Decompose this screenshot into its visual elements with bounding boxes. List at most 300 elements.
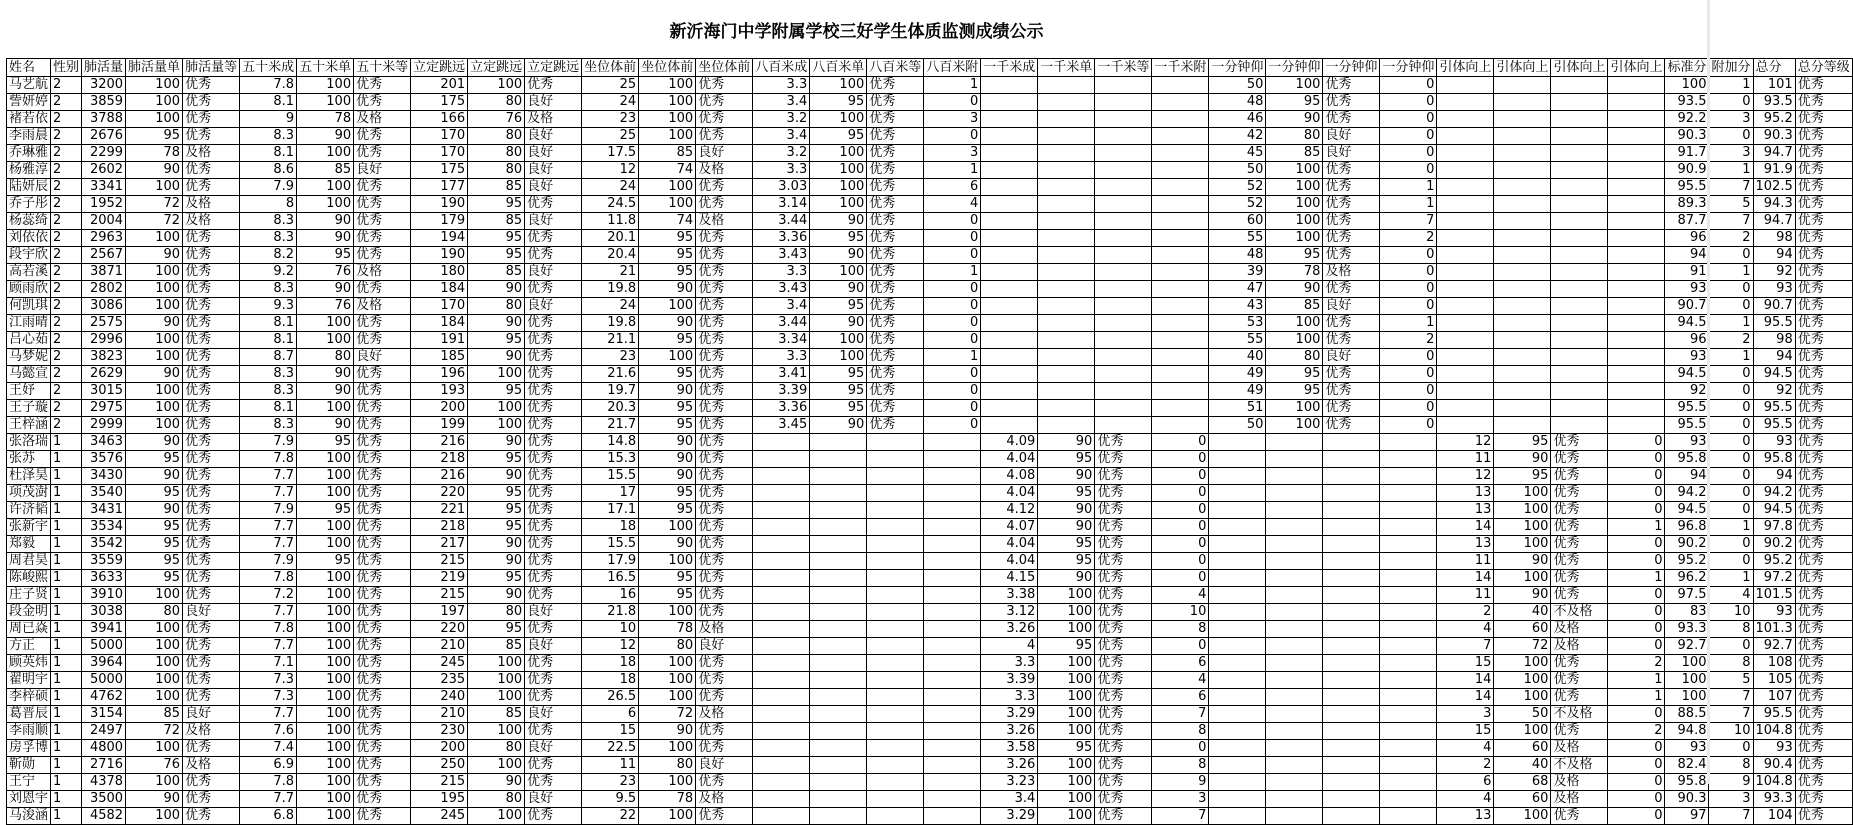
table-cell[interactable]: 7 xyxy=(1437,638,1494,655)
table-cell[interactable]: 8 xyxy=(240,196,297,213)
table-cell[interactable] xyxy=(1095,128,1152,145)
table-cell[interactable] xyxy=(1608,264,1665,281)
table-cell[interactable]: 优秀 xyxy=(1323,281,1380,298)
table-cell[interactable]: 优秀 xyxy=(354,366,411,383)
table-cell[interactable]: 52 xyxy=(1209,196,1266,213)
table-cell[interactable]: 1 xyxy=(51,587,82,604)
table-cell[interactable]: 94 xyxy=(1753,247,1795,264)
table-cell[interactable]: 优秀 xyxy=(525,536,582,553)
table-cell[interactable]: 良好 xyxy=(696,145,753,162)
table-cell[interactable]: 优秀 xyxy=(354,315,411,332)
table-cell[interactable]: 优秀 xyxy=(183,553,240,570)
table-cell[interactable] xyxy=(1038,366,1095,383)
table-cell[interactable] xyxy=(981,196,1038,213)
table-cell[interactable]: 褚若依 xyxy=(7,111,51,128)
table-cell[interactable] xyxy=(924,638,981,655)
table-cell[interactable]: 优秀 xyxy=(1795,247,1852,264)
table-cell[interactable]: 优秀 xyxy=(696,723,753,740)
table-cell[interactable]: 3154 xyxy=(82,706,126,723)
table-cell[interactable]: 95 xyxy=(639,570,696,587)
table-cell[interactable] xyxy=(867,791,924,808)
table-cell[interactable]: 0 xyxy=(1709,536,1753,553)
table-cell[interactable] xyxy=(1266,706,1323,723)
table-cell[interactable]: 0 xyxy=(1608,536,1665,553)
table-cell[interactable] xyxy=(981,366,1038,383)
table-cell[interactable]: 95 xyxy=(639,400,696,417)
table-cell[interactable]: 2 xyxy=(51,315,82,332)
table-cell[interactable]: 0 xyxy=(1152,638,1209,655)
table-cell[interactable]: 1 xyxy=(51,723,82,740)
table-cell[interactable]: 6 xyxy=(1152,689,1209,706)
table-cell[interactable]: 100 xyxy=(639,689,696,706)
table-cell[interactable]: 100 xyxy=(297,94,354,111)
table-cell[interactable]: 95 xyxy=(126,553,183,570)
table-cell[interactable] xyxy=(1608,417,1665,434)
table-cell[interactable]: 101.3 xyxy=(1753,621,1795,638)
table-cell[interactable]: 优秀 xyxy=(1795,757,1852,774)
table-cell[interactable] xyxy=(1266,808,1323,825)
table-cell[interactable]: 15.3 xyxy=(582,451,639,468)
table-cell[interactable]: 优秀 xyxy=(183,655,240,672)
table-cell[interactable]: 216 xyxy=(411,434,468,451)
table-cell[interactable]: 优秀 xyxy=(1551,468,1608,485)
table-cell[interactable]: 7 xyxy=(1709,179,1753,196)
table-cell[interactable]: 76 xyxy=(297,298,354,315)
table-cell[interactable] xyxy=(753,502,810,519)
table-cell[interactable]: 92 xyxy=(1753,383,1795,400)
table-cell[interactable]: 195 xyxy=(411,791,468,808)
table-cell[interactable]: 60 xyxy=(1494,621,1551,638)
table-cell[interactable]: 郑毅 xyxy=(7,536,51,553)
table-cell[interactable]: 95.8 xyxy=(1665,774,1709,791)
table-cell[interactable]: 及格 xyxy=(354,264,411,281)
table-cell[interactable] xyxy=(1095,264,1152,281)
table-cell[interactable] xyxy=(1323,621,1380,638)
table-cell[interactable] xyxy=(1209,638,1266,655)
table-cell[interactable] xyxy=(867,740,924,757)
table-cell[interactable]: 90 xyxy=(297,128,354,145)
table-cell[interactable] xyxy=(1266,672,1323,689)
table-cell[interactable]: 3.3 xyxy=(753,349,810,366)
table-cell[interactable]: 85 xyxy=(297,162,354,179)
table-cell[interactable]: 优秀 xyxy=(525,808,582,825)
table-cell[interactable]: 17.9 xyxy=(582,553,639,570)
table-cell[interactable]: 优秀 xyxy=(183,247,240,264)
table-cell[interactable]: 12 xyxy=(1437,468,1494,485)
table-cell[interactable]: 100 xyxy=(126,298,183,315)
table-cell[interactable]: 90 xyxy=(297,366,354,383)
table-cell[interactable] xyxy=(1437,196,1494,213)
table-cell[interactable]: 221 xyxy=(411,502,468,519)
table-cell[interactable]: 95 xyxy=(126,451,183,468)
table-cell[interactable]: 4582 xyxy=(82,808,126,825)
table-cell[interactable]: 17.5 xyxy=(582,145,639,162)
table-cell[interactable]: 42 xyxy=(1209,128,1266,145)
table-cell[interactable] xyxy=(1209,621,1266,638)
table-cell[interactable]: 3.29 xyxy=(981,706,1038,723)
table-cell[interactable]: 90 xyxy=(297,230,354,247)
table-cell[interactable]: 85 xyxy=(468,706,525,723)
table-cell[interactable]: 100 xyxy=(126,230,183,247)
table-cell[interactable]: 0 xyxy=(924,332,981,349)
table-cell[interactable] xyxy=(924,570,981,587)
table-cell[interactable]: 1 xyxy=(1608,519,1665,536)
table-cell[interactable]: 2 xyxy=(51,247,82,264)
table-cell[interactable] xyxy=(1266,638,1323,655)
table-cell[interactable]: 2629 xyxy=(82,366,126,383)
table-cell[interactable]: 95 xyxy=(810,298,867,315)
table-cell[interactable] xyxy=(810,808,867,825)
table-cell[interactable]: 90 xyxy=(126,366,183,383)
table-cell[interactable] xyxy=(1380,434,1437,451)
table-cell[interactable]: 0 xyxy=(1380,162,1437,179)
table-cell[interactable]: 4.15 xyxy=(981,570,1038,587)
table-cell[interactable]: 优秀 xyxy=(1323,213,1380,230)
table-cell[interactable]: 100 xyxy=(810,162,867,179)
table-cell[interactable] xyxy=(810,502,867,519)
table-cell[interactable] xyxy=(1038,349,1095,366)
table-cell[interactable] xyxy=(1266,740,1323,757)
table-cell[interactable]: 优秀 xyxy=(354,196,411,213)
table-cell[interactable] xyxy=(810,672,867,689)
table-cell[interactable]: 1 xyxy=(1709,315,1753,332)
table-cell[interactable]: 10 xyxy=(1709,604,1753,621)
table-cell[interactable]: 优秀 xyxy=(1795,298,1852,315)
table-cell[interactable]: 9.5 xyxy=(582,791,639,808)
table-cell[interactable] xyxy=(1323,553,1380,570)
table-cell[interactable] xyxy=(867,468,924,485)
table-cell[interactable]: 优秀 xyxy=(1095,757,1152,774)
table-cell[interactable]: 优秀 xyxy=(1795,672,1852,689)
table-cell[interactable]: 3.34 xyxy=(753,332,810,349)
table-cell[interactable]: 0 xyxy=(1152,740,1209,757)
table-cell[interactable]: 1 xyxy=(51,451,82,468)
table-cell[interactable]: 1 xyxy=(51,434,82,451)
table-cell[interactable]: 2802 xyxy=(82,281,126,298)
table-cell[interactable]: 4762 xyxy=(82,689,126,706)
table-cell[interactable]: 93 xyxy=(1665,434,1709,451)
table-cell[interactable]: 3534 xyxy=(82,519,126,536)
table-cell[interactable]: 19.8 xyxy=(582,315,639,332)
table-cell[interactable]: 3200 xyxy=(82,77,126,94)
table-cell[interactable]: 0 xyxy=(1152,434,1209,451)
table-cell[interactable]: 199 xyxy=(411,417,468,434)
column-header[interactable]: 一千米单 xyxy=(1038,59,1095,77)
table-cell[interactable]: 90.2 xyxy=(1665,536,1709,553)
table-cell[interactable]: 3.39 xyxy=(753,383,810,400)
table-cell[interactable]: 100 xyxy=(297,145,354,162)
table-cell[interactable]: 优秀 xyxy=(354,230,411,247)
table-cell[interactable]: 20.1 xyxy=(582,230,639,247)
table-cell[interactable] xyxy=(981,94,1038,111)
table-cell[interactable]: 8.3 xyxy=(240,417,297,434)
table-cell[interactable] xyxy=(1380,808,1437,825)
table-cell[interactable] xyxy=(1380,723,1437,740)
table-cell[interactable] xyxy=(981,213,1038,230)
table-cell[interactable]: 良好 xyxy=(696,757,753,774)
table-cell[interactable]: 3823 xyxy=(82,349,126,366)
table-cell[interactable]: 4 xyxy=(1709,587,1753,604)
table-cell[interactable]: 0 xyxy=(1709,128,1753,145)
table-cell[interactable] xyxy=(1152,196,1209,213)
table-cell[interactable]: 0 xyxy=(1709,485,1753,502)
table-cell[interactable]: 20.4 xyxy=(582,247,639,264)
table-cell[interactable] xyxy=(1266,723,1323,740)
column-header[interactable]: 五十米等 xyxy=(354,59,411,77)
table-cell[interactable]: 90.3 xyxy=(1665,128,1709,145)
table-cell[interactable]: 15.5 xyxy=(582,536,639,553)
table-cell[interactable]: 80 xyxy=(468,298,525,315)
table-cell[interactable]: 90 xyxy=(468,349,525,366)
table-cell[interactable]: 100 xyxy=(1038,587,1095,604)
table-cell[interactable] xyxy=(1152,179,1209,196)
table-cell[interactable]: 优秀 xyxy=(525,434,582,451)
table-cell[interactable]: 100 xyxy=(1665,672,1709,689)
table-cell[interactable]: 优秀 xyxy=(1095,638,1152,655)
table-cell[interactable]: 优秀 xyxy=(354,128,411,145)
table-cell[interactable]: 优秀 xyxy=(696,689,753,706)
table-cell[interactable]: 0 xyxy=(1380,400,1437,417)
table-cell[interactable]: 80 xyxy=(639,638,696,655)
table-cell[interactable]: 24 xyxy=(582,94,639,111)
table-cell[interactable] xyxy=(924,791,981,808)
table-cell[interactable] xyxy=(1038,298,1095,315)
table-cell[interactable] xyxy=(1209,570,1266,587)
column-header[interactable]: 附加分 xyxy=(1709,59,1753,77)
table-cell[interactable] xyxy=(1152,383,1209,400)
table-cell[interactable]: 项茂澍 xyxy=(7,485,51,502)
table-cell[interactable]: 2 xyxy=(51,145,82,162)
table-cell[interactable]: 90 xyxy=(639,723,696,740)
table-cell[interactable]: 优秀 xyxy=(1323,162,1380,179)
table-cell[interactable]: 7 xyxy=(1709,689,1753,706)
table-cell[interactable] xyxy=(924,502,981,519)
table-cell[interactable]: 0 xyxy=(1380,264,1437,281)
table-cell[interactable]: 2 xyxy=(51,77,82,94)
table-cell[interactable]: 95 xyxy=(297,502,354,519)
table-cell[interactable]: 80 xyxy=(468,740,525,757)
table-cell[interactable]: 0 xyxy=(1152,553,1209,570)
table-cell[interactable]: 100 xyxy=(1494,672,1551,689)
table-cell[interactable]: 4.04 xyxy=(981,553,1038,570)
table-cell[interactable]: 166 xyxy=(411,111,468,128)
table-cell[interactable]: 90 xyxy=(639,281,696,298)
table-cell[interactable] xyxy=(1437,145,1494,162)
table-cell[interactable]: 3463 xyxy=(82,434,126,451)
table-cell[interactable]: 优秀 xyxy=(354,400,411,417)
table-cell[interactable]: 张洛瑞 xyxy=(7,434,51,451)
table-cell[interactable]: 0 xyxy=(1380,77,1437,94)
table-cell[interactable]: 3.3 xyxy=(753,162,810,179)
table-cell[interactable]: 3 xyxy=(1709,111,1753,128)
table-cell[interactable] xyxy=(1494,247,1551,264)
table-cell[interactable]: 100 xyxy=(468,417,525,434)
table-cell[interactable]: 0 xyxy=(1608,434,1665,451)
table-cell[interactable]: 优秀 xyxy=(1795,145,1852,162)
table-cell[interactable]: 3542 xyxy=(82,536,126,553)
table-cell[interactable]: 12 xyxy=(1437,434,1494,451)
table-cell[interactable]: 0 xyxy=(1709,247,1753,264)
table-cell[interactable]: 1 xyxy=(51,689,82,706)
table-cell[interactable] xyxy=(1209,655,1266,672)
table-cell[interactable] xyxy=(1038,196,1095,213)
table-cell[interactable] xyxy=(1608,349,1665,366)
table-cell[interactable] xyxy=(1095,145,1152,162)
table-cell[interactable] xyxy=(1437,230,1494,247)
table-cell[interactable]: 良好 xyxy=(525,791,582,808)
table-cell[interactable]: 乔子彤 xyxy=(7,196,51,213)
table-cell[interactable] xyxy=(981,417,1038,434)
table-cell[interactable]: 90 xyxy=(297,213,354,230)
table-cell[interactable]: 100 xyxy=(297,723,354,740)
table-cell[interactable]: 优秀 xyxy=(525,502,582,519)
table-cell[interactable] xyxy=(1152,298,1209,315)
table-cell[interactable]: 1 xyxy=(924,349,981,366)
table-cell[interactable] xyxy=(924,485,981,502)
table-cell[interactable]: 优秀 xyxy=(696,247,753,264)
table-cell[interactable]: 95.5 xyxy=(1665,179,1709,196)
table-cell[interactable]: 及格 xyxy=(1551,621,1608,638)
table-cell[interactable]: 2 xyxy=(51,94,82,111)
table-cell[interactable]: 25 xyxy=(582,77,639,94)
table-cell[interactable]: 优秀 xyxy=(1551,502,1608,519)
table-cell[interactable]: 2 xyxy=(51,179,82,196)
table-cell[interactable]: 7.7 xyxy=(240,638,297,655)
table-cell[interactable] xyxy=(981,315,1038,332)
table-cell[interactable]: 101 xyxy=(1753,77,1795,94)
column-header[interactable]: 八百米单 xyxy=(810,59,867,77)
table-cell[interactable]: 20.3 xyxy=(582,400,639,417)
table-cell[interactable]: 优秀 xyxy=(1795,638,1852,655)
table-cell[interactable]: 95 xyxy=(810,94,867,111)
table-cell[interactable] xyxy=(1437,315,1494,332)
table-cell[interactable]: 3.41 xyxy=(753,366,810,383)
table-cell[interactable]: 95 xyxy=(126,128,183,145)
table-cell[interactable] xyxy=(867,553,924,570)
table-cell[interactable]: 优秀 xyxy=(354,757,411,774)
table-cell[interactable] xyxy=(1266,536,1323,553)
table-cell[interactable]: 优秀 xyxy=(354,383,411,400)
table-cell[interactable]: 优秀 xyxy=(354,417,411,434)
table-cell[interactable]: 吕心茹 xyxy=(7,332,51,349)
table-cell[interactable] xyxy=(753,519,810,536)
table-cell[interactable]: 90 xyxy=(810,281,867,298)
table-cell[interactable]: 优秀 xyxy=(1795,570,1852,587)
table-cell[interactable]: 80 xyxy=(297,349,354,366)
table-cell[interactable] xyxy=(1380,451,1437,468)
table-cell[interactable]: 92.2 xyxy=(1665,111,1709,128)
table-cell[interactable]: 优秀 xyxy=(867,298,924,315)
table-cell[interactable]: 3540 xyxy=(82,485,126,502)
table-cell[interactable]: 优秀 xyxy=(354,587,411,604)
table-cell[interactable] xyxy=(1209,740,1266,757)
table-cell[interactable]: 94.3 xyxy=(1753,196,1795,213)
table-cell[interactable]: 92 xyxy=(1753,264,1795,281)
table-cell[interactable]: 优秀 xyxy=(183,689,240,706)
table-cell[interactable] xyxy=(810,655,867,672)
table-cell[interactable] xyxy=(753,723,810,740)
column-header[interactable]: 一千米成 xyxy=(981,59,1038,77)
table-cell[interactable]: 72 xyxy=(126,213,183,230)
column-header[interactable]: 总分等级 xyxy=(1795,59,1852,77)
table-cell[interactable] xyxy=(753,791,810,808)
table-cell[interactable]: 2 xyxy=(51,383,82,400)
table-cell[interactable]: 7.3 xyxy=(240,672,297,689)
table-cell[interactable]: 优秀 xyxy=(1795,655,1852,672)
column-header[interactable]: 一分钟仰 xyxy=(1266,59,1323,77)
table-cell[interactable]: 优秀 xyxy=(525,689,582,706)
table-cell[interactable]: 200 xyxy=(411,400,468,417)
table-cell[interactable]: 优秀 xyxy=(1551,519,1608,536)
table-cell[interactable]: 95 xyxy=(639,247,696,264)
table-cell[interactable]: 15.5 xyxy=(582,468,639,485)
table-cell[interactable]: 4 xyxy=(1152,587,1209,604)
table-cell[interactable]: 1 xyxy=(51,570,82,587)
table-cell[interactable]: 90 xyxy=(468,434,525,451)
table-cell[interactable]: 95 xyxy=(810,400,867,417)
table-cell[interactable] xyxy=(1266,502,1323,519)
table-cell[interactable]: 100 xyxy=(297,196,354,213)
table-cell[interactable]: 王子璇 xyxy=(7,400,51,417)
table-cell[interactable]: 107 xyxy=(1753,689,1795,706)
table-cell[interactable]: 220 xyxy=(411,485,468,502)
table-cell[interactable] xyxy=(981,247,1038,264)
table-cell[interactable]: 3431 xyxy=(82,502,126,519)
table-cell[interactable]: 优秀 xyxy=(696,502,753,519)
table-cell[interactable]: 90 xyxy=(468,587,525,604)
table-cell[interactable]: 7.7 xyxy=(240,604,297,621)
column-header[interactable]: 引体向上 xyxy=(1494,59,1551,77)
table-cell[interactable] xyxy=(924,519,981,536)
table-cell[interactable] xyxy=(1209,791,1266,808)
column-header[interactable]: 八百米成 xyxy=(753,59,810,77)
table-cell[interactable]: 80 xyxy=(126,604,183,621)
table-cell[interactable]: 优秀 xyxy=(696,808,753,825)
table-cell[interactable]: 优秀 xyxy=(696,604,753,621)
table-cell[interactable]: 1 xyxy=(1709,77,1753,94)
table-cell[interactable]: 优秀 xyxy=(696,298,753,315)
table-cell[interactable]: 19.7 xyxy=(582,383,639,400)
table-cell[interactable]: 优秀 xyxy=(1323,366,1380,383)
table-cell[interactable]: 3.12 xyxy=(981,604,1038,621)
table-cell[interactable]: 优秀 xyxy=(696,332,753,349)
table-cell[interactable] xyxy=(981,383,1038,400)
table-cell[interactable] xyxy=(1266,519,1323,536)
table-cell[interactable]: 优秀 xyxy=(1323,417,1380,434)
table-cell[interactable]: 0 xyxy=(1152,570,1209,587)
table-cell[interactable]: 4.04 xyxy=(981,451,1038,468)
table-cell[interactable]: 优秀 xyxy=(354,570,411,587)
table-cell[interactable]: 优秀 xyxy=(1551,570,1608,587)
table-cell[interactable]: 100 xyxy=(1266,315,1323,332)
table-cell[interactable]: 优秀 xyxy=(1551,553,1608,570)
table-cell[interactable]: 8.1 xyxy=(240,315,297,332)
table-cell[interactable] xyxy=(810,519,867,536)
table-cell[interactable]: 2999 xyxy=(82,417,126,434)
table-cell[interactable] xyxy=(1323,587,1380,604)
table-cell[interactable]: 94.2 xyxy=(1753,485,1795,502)
table-cell[interactable]: 1 xyxy=(924,162,981,179)
table-cell[interactable]: 100 xyxy=(468,77,525,94)
table-cell[interactable]: 优秀 xyxy=(354,723,411,740)
table-cell[interactable]: 优秀 xyxy=(183,808,240,825)
table-cell[interactable]: 100 xyxy=(297,655,354,672)
table-cell[interactable]: 76 xyxy=(126,757,183,774)
table-cell[interactable]: 100 xyxy=(297,570,354,587)
table-cell[interactable]: 76 xyxy=(297,264,354,281)
table-cell[interactable]: 95 xyxy=(639,230,696,247)
table-cell[interactable]: 优秀 xyxy=(1095,740,1152,757)
